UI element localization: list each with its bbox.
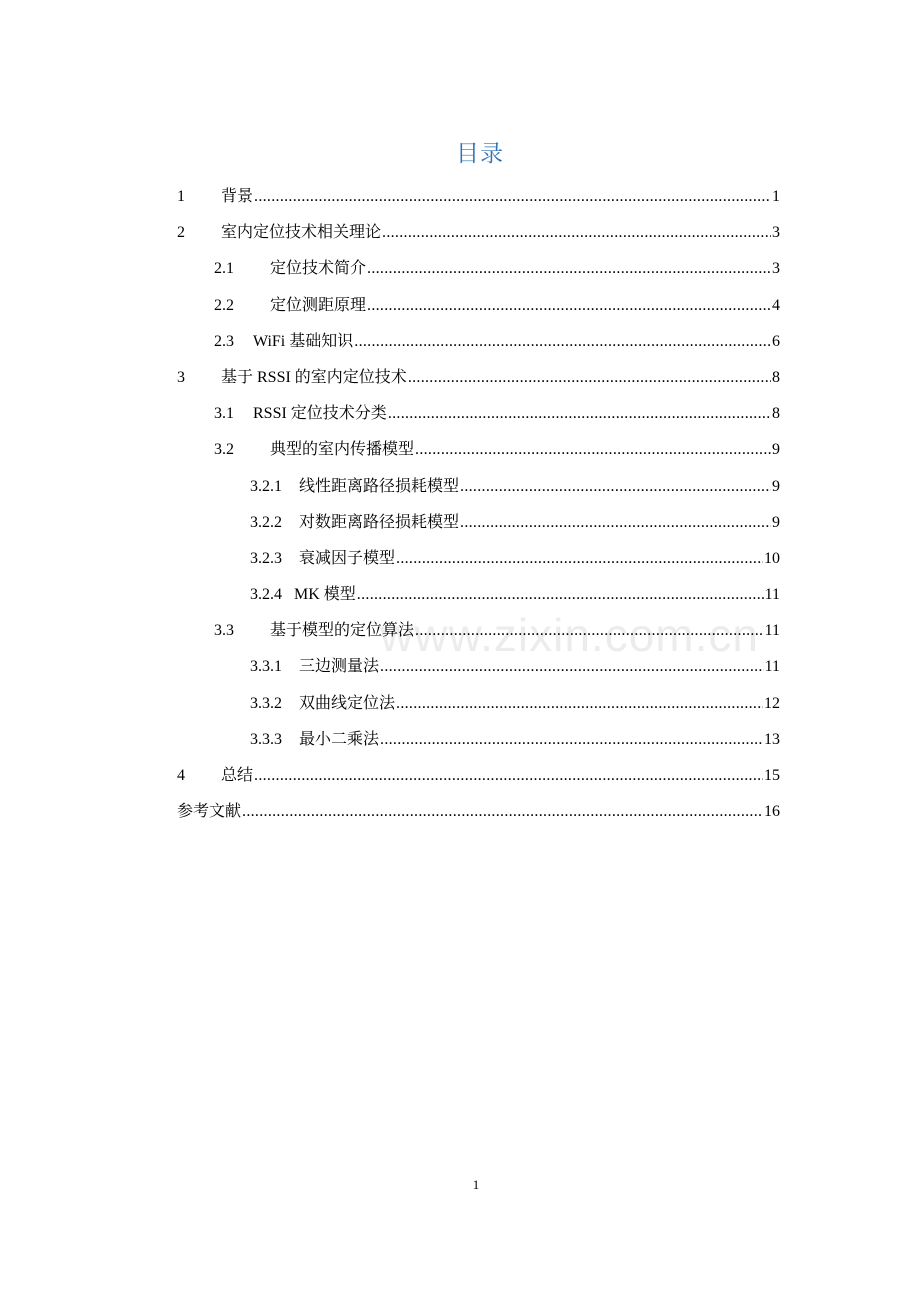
- toc-entry-page: 10: [764, 549, 780, 567]
- toc-entry-3-3-2[interactable]: [177, 686, 780, 722]
- toc-entry-page: 9: [772, 441, 780, 459]
- dot-leader: [380, 722, 763, 758]
- dot-leader: [254, 179, 771, 215]
- toc-entry-3-2-1[interactable]: [177, 469, 780, 505]
- toc-entry-page: 11: [764, 586, 780, 604]
- toc-entry-3-3-1[interactable]: [177, 649, 780, 685]
- toc-entry-page: 3: [772, 224, 780, 242]
- dot-leader: [396, 686, 763, 722]
- toc-entry-label: 衰减因子模型: [299, 549, 396, 567]
- dot-leader: [367, 251, 771, 287]
- dot-leader: [254, 758, 763, 794]
- toc-entry-number: 3.2.3: [250, 549, 282, 567]
- toc-title: 目录: [456, 141, 504, 166]
- toc-entry-page: 13: [764, 730, 780, 748]
- dot-leader: [415, 613, 764, 649]
- toc-entry-label: 总结: [221, 767, 254, 784]
- toc-entry-label: MK 模型: [294, 586, 356, 604]
- toc-entry-number: 3: [177, 368, 185, 386]
- dot-leader: [242, 794, 763, 830]
- toc-entry-number: 3.3: [214, 622, 234, 640]
- toc-entry-page: 3: [772, 260, 780, 278]
- dot-leader: [396, 541, 763, 577]
- toc-entry-page: 16: [764, 803, 780, 821]
- toc-entry-label: 基于 RSSI 的室内定位技术: [221, 368, 407, 386]
- toc-entry-label: 定位测距原理: [270, 296, 367, 314]
- toc-entry-number: 3.3.2: [250, 694, 282, 712]
- dot-leader: [460, 469, 771, 505]
- toc-entry-number: 2.2: [214, 296, 234, 314]
- toc-entry-label: 三边测量法: [299, 658, 380, 676]
- toc-entry-3-2-2[interactable]: [177, 505, 780, 541]
- dot-leader: [408, 360, 771, 396]
- toc-entry-3-2-3[interactable]: [177, 541, 780, 577]
- toc-entry-number: 2.1: [214, 260, 234, 278]
- dot-leader: [380, 649, 764, 685]
- toc-entry-page: 6: [772, 332, 780, 350]
- toc-entry-3-1[interactable]: [177, 396, 780, 432]
- dot-leader: [382, 215, 771, 251]
- toc-entry-3-3-3[interactable]: [177, 722, 780, 758]
- toc-entry-4[interactable]: [177, 758, 780, 794]
- toc-entry-label: 定位技术简介: [270, 260, 367, 278]
- toc-entry-page: 12: [764, 694, 780, 712]
- dot-leader: [460, 505, 771, 541]
- toc-entry-number: 3.2.1: [250, 477, 282, 495]
- toc-entry-2[interactable]: [177, 215, 780, 251]
- toc-entry-page: 1: [772, 188, 780, 205]
- toc-entry-references[interactable]: [177, 794, 780, 830]
- toc-entry-page: 11: [764, 622, 780, 640]
- toc-entry-page: 4: [772, 296, 780, 314]
- toc-entry-label: WiFi 基础知识: [253, 332, 354, 350]
- toc-entry-page: 9: [772, 513, 780, 531]
- toc-entry-number: 3.3.1: [250, 658, 282, 676]
- toc-entry-label: 典型的室内传播模型: [270, 441, 415, 459]
- toc-entry-number: 3.3.3: [250, 730, 282, 748]
- toc-entry-3-3[interactable]: [177, 613, 780, 649]
- toc-entry-number: 3.1: [214, 405, 234, 423]
- toc-entry-3[interactable]: [177, 360, 780, 396]
- dot-leader: [354, 324, 771, 360]
- toc-entry-page: 9: [772, 477, 780, 495]
- toc-entry-number: 3.2: [214, 441, 234, 459]
- toc-entry-number: 3.2.2: [250, 513, 282, 531]
- table-of-contents: [177, 179, 780, 830]
- toc-entry-label: 基于模型的定位算法: [270, 622, 415, 640]
- toc-entry-number: 3.2.4: [250, 586, 282, 604]
- dot-leader: [357, 577, 764, 613]
- toc-entry-label: 室内定位技术相关理论: [221, 224, 382, 242]
- toc-entry-3-2-4[interactable]: [177, 577, 780, 613]
- dot-leader: [388, 396, 771, 432]
- toc-entry-page: 11: [764, 658, 780, 676]
- page-number: 1: [472, 1177, 480, 1192]
- toc-entry-2-1[interactable]: [177, 251, 780, 287]
- dot-leader: [415, 432, 771, 468]
- toc-entry-number: 2.3: [214, 332, 234, 350]
- toc-entry-page: 15: [764, 767, 780, 784]
- dot-leader: [367, 288, 771, 324]
- toc-entry-page: 8: [772, 405, 780, 423]
- toc-entry-2-3[interactable]: [177, 324, 780, 360]
- toc-entry-label: 线性距离路径损耗模型: [299, 477, 460, 495]
- toc-entry-label: 背景: [221, 188, 254, 205]
- toc-entry-number: 2: [177, 224, 185, 242]
- toc-entry-3-2[interactable]: [177, 432, 780, 468]
- toc-entry-label: 参考文献: [177, 803, 242, 821]
- toc-entry-label: RSSI 定位技术分类: [253, 405, 387, 423]
- toc-entry-label: 对数距离路径损耗模型: [299, 513, 460, 531]
- watermark: www.zixin.com.cn: [380, 609, 759, 661]
- toc-entry-label: 最小二乘法: [299, 730, 380, 748]
- toc-entry-2-2[interactable]: [177, 288, 780, 324]
- toc-entry-label: 双曲线定位法: [299, 694, 396, 712]
- toc-entry-page: 8: [772, 368, 780, 386]
- toc-entry-number: 4: [177, 767, 185, 784]
- toc-entry-1[interactable]: [177, 179, 780, 215]
- toc-entry-number: 1: [177, 188, 185, 205]
